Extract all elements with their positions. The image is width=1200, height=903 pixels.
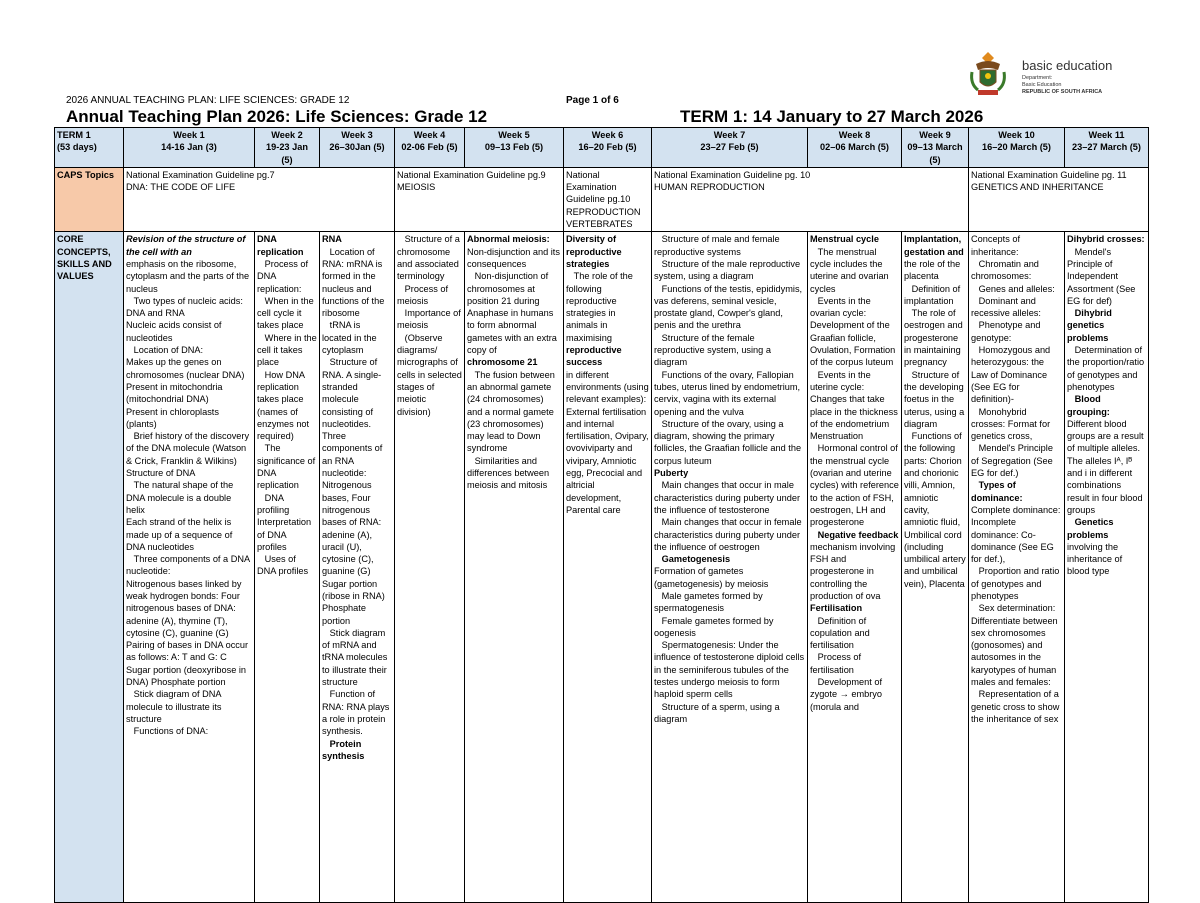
- content-paragraph: The role of oestrogen and progesterone in maintaining pregnancy: [904, 308, 963, 368]
- week-3-header: [320, 128, 395, 168]
- content-paragraph: Similarities and differences between meiosis and mitosis: [467, 455, 550, 491]
- caps-topics-row: [55, 167, 1149, 231]
- content-paragraph: How DNA replication takes place (names of enzymes not required): [257, 369, 310, 442]
- content-paragraph: Dihybrid genetics problems: [1067, 308, 1112, 343]
- content-paragraph: Stick diagram of DNA molecule to illustrate its structure: [126, 689, 222, 724]
- content-paragraph: Formation of gametes (gametogenesis) by meiosis: [654, 566, 769, 589]
- content-paragraph: Different blood groups are a result of multiple alleles. The alleles Iᴬ, Iᴮ and i in different combinations result in four blood groups: [1067, 418, 1144, 515]
- guideline-ref: Examination: [566, 182, 617, 193]
- content-paragraph: Revision of the structure of the cell with an: [126, 234, 246, 257]
- week-dates: 16–20 Feb (5): [578, 142, 637, 153]
- topic-name: MEIOSIS: [397, 182, 436, 193]
- core-concepts-label: [55, 232, 124, 903]
- week-dates: 09–13 March: [907, 142, 963, 153]
- week-label: Week 8: [838, 130, 871, 140]
- content-paragraph: Main changes that occur in male characteristics during puberty under the influence of testosterone: [654, 480, 801, 515]
- topic-name: DNA: THE CODE OF LIFE: [126, 182, 236, 193]
- content-paragraph: Location of RNA: mRNA is formed in the nucleus and functions of the ribosome: [322, 246, 385, 319]
- content-paragraph: Determination of the proportion/ratio of genotypes and phenotypes: [1067, 345, 1145, 392]
- label-line: CORE: [57, 234, 84, 245]
- caps-genetics-topic: [969, 167, 1149, 231]
- content-paragraph: Definition of implantation: [904, 283, 961, 306]
- term-header-line: (53 days): [57, 142, 97, 153]
- content-paragraph: The fusion between an abnormal gamete (24 chromosomes) and a normal gamete (23 chromosomes) may lead to Down syndrome: [467, 369, 555, 454]
- week-dates: 23–27 March (5): [1072, 142, 1141, 153]
- content-paragraph: Structure of the female reproductive system, using a diagram: [654, 332, 771, 368]
- week-6-content: [564, 232, 652, 903]
- label-line: CONCEPTS,: [57, 246, 111, 257]
- content-paragraph: Makes up the genes on chromosomes (nuclear DNA) Present in mitochondria (mitochondrial DNA): [126, 357, 245, 405]
- content-paragraph: the role of the placenta: [904, 258, 961, 282]
- content-paragraph: DNA replication: [257, 234, 304, 257]
- content-paragraph: mechanism involving FSH and progesterone in controlling the production of ova: [810, 541, 896, 601]
- content-paragraph: Functions of the testis, epididymis, vas deferens, seminal vesicle, prostate gland, Cowper's gland, penis and the urethra: [654, 283, 803, 331]
- week-8-content: [808, 232, 902, 903]
- caps-topics-label: CAPS Topics: [55, 167, 124, 231]
- content-paragraph: Gametogenesis: [654, 554, 731, 565]
- content-paragraph: Functions of the following parts: Chorion and chorionic villi, Amnion, amniotic cavity, amniotic fluid, Umbilical cord (including umbilical artery and umbilical vein), Placenta: [904, 431, 966, 589]
- content-paragraph: Spermatogenesis: Under the influence of testosterone diploid cells in the seminiferous tubules of the testes undergo meiosis to form haploid sperm cells: [654, 640, 805, 700]
- content-paragraph: Process of meiosis: [397, 283, 449, 306]
- caps-dna-topic: [124, 167, 395, 231]
- page-number: Page 1 of 6: [566, 95, 619, 106]
- week-days: (5): [281, 154, 293, 165]
- content-paragraph: Proportion and ratio of genotypes and phenotypes: [971, 566, 1060, 601]
- content-paragraph: Representation of a genetic cross to show the inheritance of sex: [971, 689, 1060, 724]
- week-dates: 02-06 Feb (5): [401, 142, 458, 153]
- content-paragraph: (Observe diagrams/ micrographs of cells in selected stages of meiotic division): [397, 332, 462, 417]
- caps-meiosis-topic: [395, 167, 564, 231]
- content-paragraph: Hormonal control of the menstrual cycle (ovarian and uterine cycles) with reference to the action of FSH, oestrogen, LH and progesterone: [810, 443, 899, 528]
- week-3-content: [320, 232, 395, 903]
- content-paragraph: Brief history of the discovery of the DNA molecule (Watson & Crick, Franklin & Wilkins): [126, 431, 250, 466]
- caps-vertebrates-topic: [564, 167, 652, 231]
- week-2-content: [255, 232, 320, 903]
- week-9-header: [902, 128, 969, 168]
- week-7-header: [652, 128, 808, 168]
- content-paragraph: The significance of DNA replication: [257, 443, 316, 491]
- content-paragraph: Diversity of reproductive strategies: [566, 234, 622, 269]
- content-paragraph: Structure of a chromosome and associated terminology: [397, 234, 460, 282]
- content-paragraph: Present in chloroplasts (plants): [126, 406, 219, 429]
- week-label: Week 2: [271, 130, 303, 140]
- brand-line-1: Department:: [1022, 75, 1053, 81]
- label-line: SKILLS AND: [57, 258, 112, 269]
- content-paragraph: Stick diagram of mRNA and tRNA molecules to illustrate their structure: [322, 627, 388, 688]
- content-paragraph: involving the inheritance of blood type: [1067, 541, 1123, 577]
- content-paragraph: Functions of the ovary, Fallopian tubes, uterus lined by endometrium, cervix, vagina with its external opening and the vulva: [654, 369, 801, 417]
- week-2-header: [255, 128, 320, 168]
- teaching-plan-table: [54, 127, 1149, 903]
- week-10-content: [969, 232, 1065, 903]
- content-paragraph: Location of DNA:: [126, 345, 204, 356]
- content-paragraph: in different environments (using relevant examples): External fertilisation and internal fertilisation, Ovipary, ovoviviparty and vivipary, Amniotic egg, Precocial and altricial development, Parental care: [566, 369, 649, 515]
- week-dates: 09–13 Feb (5): [484, 142, 544, 153]
- content-paragraph: Main changes that occur in female characteristics during puberty under the influence of oestrogen: [654, 517, 802, 552]
- content-paragraph: Dihybrid crosses:: [1067, 234, 1145, 245]
- brand-line-2: Basic Education: [1022, 82, 1062, 88]
- week-label: Week 5: [498, 130, 530, 140]
- content-paragraph: Genes and alleles:: [971, 283, 1055, 294]
- week-label: Week 7: [713, 130, 746, 140]
- week-11-header: [1065, 128, 1149, 168]
- content-paragraph: Events in the uterine cycle: Changes that take place in the thickness of the endometrium Menstruation: [810, 369, 898, 442]
- content-paragraph: Monohybrid crosses: Format for genetics cross,: [971, 406, 1051, 442]
- content-paragraph: Functions of DNA:: [126, 726, 209, 737]
- content-paragraph: Mendel's Principle of Independent Assortment (See EG for def): [1067, 246, 1136, 306]
- content-paragraph: Female gametes formed by oogenesis: [654, 615, 774, 638]
- week-label: Week 3: [341, 130, 373, 140]
- content-paragraph: Mendel's Principle of Segregation (See EG for def.): [971, 443, 1053, 479]
- content-paragraph: Sex determination: Differentiate between sex chromosomes (gonosomes) and autosomes in the karyotypes of human males and females:: [971, 603, 1058, 688]
- week-label: Week 4: [413, 130, 446, 140]
- week-days: (5): [929, 154, 941, 165]
- content-paragraph: Non-disjunction and its consequences: [467, 246, 560, 269]
- week-label: Week 11: [1088, 130, 1125, 140]
- brand-name: basic education: [1022, 58, 1113, 73]
- week-10-header: [969, 128, 1065, 168]
- content-paragraph: Phenotype and genotype:: [971, 320, 1041, 343]
- dbe-logo: [968, 50, 1128, 100]
- content-paragraph: Nitrogenous bases linked by weak hydrogen bonds: Four nitrogenous bases of DNA: adenine (A), thymine (T), cytosine (C), guanine (G) Pairing of bases in DNA occur as follows: A: T and G: C Sugar portion (deoxyribose in DNA) Phosphate portion: [126, 578, 249, 688]
- content-paragraph: Structure of the developing foetus in the uterus, using a diagram: [904, 369, 965, 429]
- term-header-cell: [55, 128, 124, 168]
- week-9-content: [902, 232, 969, 903]
- caps-human-reproduction-topic: [652, 167, 969, 231]
- content-paragraph: Homozygous and heterozygous: the Law of Dominance (See EG for definition)-: [971, 345, 1051, 405]
- guideline-ref: National Examination Guideline pg.9: [397, 169, 546, 180]
- week-1-content: [124, 232, 255, 903]
- header-row: [55, 128, 1149, 168]
- content-paragraph: emphasis on the ribosome, cytoplasm and the parts of the nucleus: [126, 258, 250, 294]
- content-paragraph: Protein synthesis: [322, 738, 365, 761]
- week-dates: 16–20 March (5): [982, 142, 1051, 153]
- content-paragraph: Development of zygote → embryo (morula and: [810, 677, 883, 712]
- content-paragraph: Structure of a sperm, using a diagram: [654, 701, 780, 724]
- term-title: TERM 1: 14 January to 27 March 2026: [680, 107, 984, 126]
- content-paragraph: Negative feedback: [810, 529, 899, 540]
- content-paragraph: Structure of the ovary, using a diagram, showing the primary follicles, the Graafian follicle and the corpus luteum: [654, 418, 802, 466]
- week-dates: 02–06 March (5): [820, 142, 889, 153]
- core-concepts-row: [55, 232, 1149, 903]
- content-paragraph: Structure of RNA. A single-stranded molecule consisting of nucleotides. Three components of an RNA nucleotide: Nitrogenous bases, Four nitrogenous bases of RNA: adenine (A), uracil (U), cytosine (C), guanine (G) Sugar portion (ribose in RNA) Phosphate portion: [322, 357, 385, 626]
- content-paragraph: RNA: [322, 234, 342, 245]
- content-paragraph: Two types of nucleic acids: DNA and RNA: [126, 295, 243, 319]
- content-paragraph: Non-disjunction of chromosomes at position 21 during Anaphase in humans to form abnormal gametes with an extra copy of: [467, 271, 557, 356]
- content-paragraph: Where in the cell it takes place: [257, 332, 317, 368]
- week-label: Week 9: [919, 130, 951, 140]
- week-7-content: [652, 232, 808, 903]
- content-paragraph: Dominant and recessive alleles:: [971, 295, 1041, 319]
- content-paragraph: The menstrual cycle includes the uterine and ovarian cycles: [810, 246, 889, 294]
- content-paragraph: chromosome 21: [467, 357, 538, 368]
- content-paragraph: Male gametes formed by spermatogenesis: [654, 590, 763, 614]
- content-paragraph: Three components of a DNA nucleotide:: [126, 554, 250, 577]
- content-paragraph: Concepts of inheritance:: [971, 234, 1021, 257]
- content-paragraph: The role of the following reproductive strategies in animals in maximising: [566, 271, 633, 343]
- content-paragraph: Process of DNA replication:: [257, 258, 309, 294]
- week-4-content: [395, 232, 465, 903]
- week-1-header: [124, 128, 255, 168]
- week-label: Week 6: [591, 130, 624, 140]
- document-title: Annual Teaching Plan 2026: Life Sciences: Grade 12: [66, 107, 488, 126]
- guideline-ref: Guideline pg.10: [566, 194, 631, 205]
- content-paragraph: Each strand of the helix is made up of a sequence of DNA nucleotides: [126, 517, 233, 552]
- guideline-ref: National Examination Guideline pg. 10: [654, 169, 811, 180]
- week-label: Week 1: [173, 130, 205, 140]
- topic-name: HUMAN REPRODUCTION: [654, 182, 765, 193]
- content-paragraph: Chromatin and chromosomes:: [971, 258, 1039, 282]
- content-paragraph: reproductive success: [566, 345, 622, 368]
- topic-name: REPRODUCTION: [566, 206, 641, 217]
- topic-name: VERTEBRATES: [566, 219, 633, 230]
- label-line: VALUES: [57, 271, 94, 282]
- week-6-header: [564, 128, 652, 168]
- content-paragraph: Nucleic acids consist of nucleotides: [126, 320, 222, 343]
- content-paragraph: Types of dominance:: [971, 480, 1023, 503]
- content-paragraph: Structure of male and female reproductive systems: [654, 234, 780, 257]
- content-paragraph: When in the cell cycle it takes place: [257, 295, 314, 331]
- content-paragraph: tRNA is located in the cytoplasm: [322, 320, 377, 356]
- content-paragraph: Importance of meiosis: [397, 308, 461, 331]
- week-dates: 26–30Jan (5): [329, 142, 385, 153]
- week-11-content: [1065, 232, 1149, 903]
- guideline-ref: National: [566, 169, 600, 180]
- content-paragraph: DNA profiling Interpretation of DNA profiles: [257, 492, 312, 552]
- week-dates: 23–27 Feb (5): [700, 142, 759, 153]
- content-paragraph: Implantation, gestation and: [904, 234, 964, 257]
- content-paragraph: Abnormal meiosis:: [467, 234, 550, 245]
- week-dates: 14-16 Jan (3): [161, 142, 217, 153]
- content-paragraph: The natural shape of the DNA molecule is a double helix: [126, 480, 234, 515]
- content-paragraph: Complete dominance: Incomplete dominance: Co-dominance (See EG for def.),: [971, 504, 1061, 565]
- coat-of-arms-icon: [968, 50, 1008, 98]
- content-paragraph: Process of fertilisation: [810, 652, 862, 675]
- content-paragraph: Uses of DNA profiles: [257, 554, 309, 577]
- running-header: 2026 ANNUAL TEACHING PLAN: LIFE SCIENCES: GRADE 12: [66, 95, 350, 106]
- brand-subtext: [1022, 75, 1102, 96]
- week-dates: 19-23 Jan: [266, 142, 308, 153]
- week-8-header: [808, 128, 902, 168]
- content-paragraph: Structure of the male reproductive system, using a diagram: [654, 258, 801, 282]
- content-paragraph: Definition of copulation and fertilisation: [810, 615, 870, 651]
- guideline-ref: National Examination Guideline pg. 11: [971, 169, 1127, 180]
- content-paragraph: Function of RNA: RNA plays a role in protein synthesis.: [322, 689, 390, 737]
- week-5-content: [465, 232, 564, 903]
- guideline-ref: National Examination Guideline pg.7: [126, 169, 275, 180]
- content-paragraph: Puberty: [654, 468, 689, 479]
- topic-name: GENETICS AND INHERITANCE: [971, 182, 1104, 193]
- content-paragraph: Genetics problems: [1067, 517, 1114, 540]
- content-paragraph: Blood grouping:: [1067, 394, 1110, 417]
- week-4-header: [395, 128, 465, 168]
- brand-line-3: REPUBLIC OF SOUTH AFRICA: [1022, 89, 1103, 95]
- content-paragraph: Structure of DNA: [126, 468, 196, 479]
- week-5-header: [465, 128, 564, 168]
- week-label: Week 10: [998, 130, 1035, 140]
- term-header-line: TERM 1: [57, 130, 91, 140]
- content-paragraph: Menstrual cycle: [810, 234, 879, 245]
- content-paragraph: Events in the ovarian cycle: Development of the Graafian follicle, Ovulation, Formation of the corpus luteum: [810, 295, 896, 368]
- content-paragraph: Fertilisation: [810, 603, 863, 614]
